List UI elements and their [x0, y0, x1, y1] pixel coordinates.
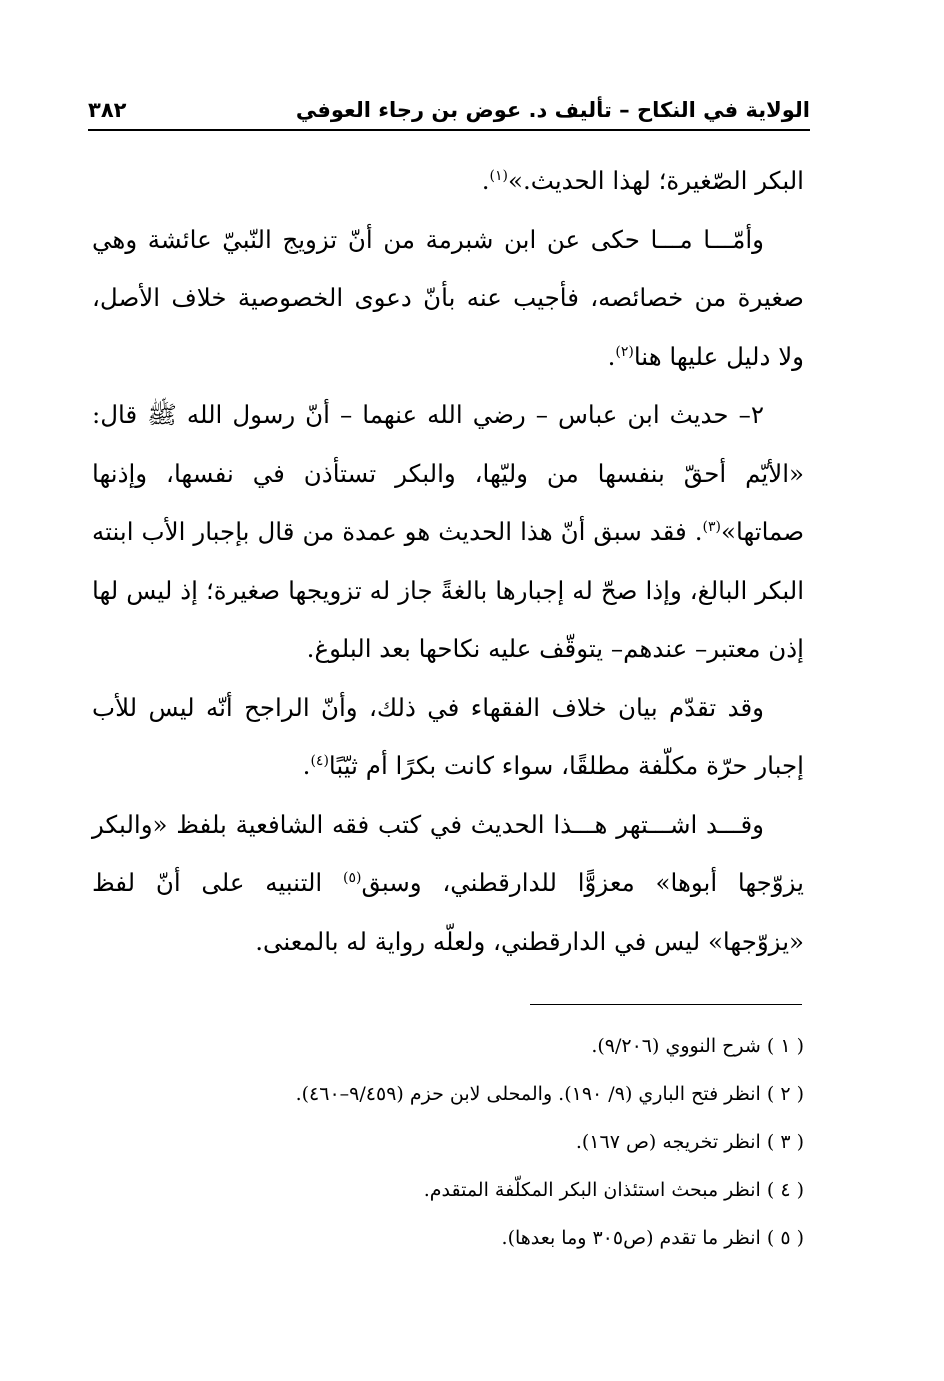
- footnote-4: ( ٤ ) انظر مبحث استئذان البكر المكلّفة المتقدم.: [423, 1179, 804, 1201]
- paragraph-text: وقـــد اشـــتهر هـــذا الحديث في كتب فقه الشافعية بلفظ «والبكر يزوّجها أبوها» معزوًّا للدارقطني، وسبق: [92, 809, 804, 897]
- paragraph-text: ٢– حديث ابن عباس – رضي الله عنهما – أنّ رسول الله ﷺ قال: «الأيّم أحقّ بنفسها من وليّها، والبكر تستأذن في نفسها، وإذنها صماتها»: [92, 400, 804, 546]
- footnote-ref-1: (١): [489, 167, 509, 184]
- footnote-5: ( ٥ ) انظر ما تقدم (ص٣٠٥ وما بعدها).: [501, 1227, 804, 1249]
- paragraph-5: [92, 796, 804, 972]
- paragraph-text: البكر الصّغيرة؛ لهذا الحديث.»: [508, 166, 804, 195]
- footnote-3: ( ٣ ) انظر تخريجه (ص ١٦٧).: [575, 1131, 804, 1153]
- main-text: [92, 152, 804, 971]
- running-header: [88, 92, 810, 128]
- book-title: الولاية في النكاح – تأليف د. عوض بن رجاء العوفي: [295, 98, 810, 122]
- paragraph-1: [92, 152, 804, 211]
- paragraph-end: .: [607, 341, 616, 371]
- page-number: ٣٨٢: [88, 98, 127, 122]
- footnote-ref-5: (٥): [342, 869, 362, 886]
- paragraph-end: . فقد سبق أنّ هذا الحديث هو عمدة من قال بإجبار الأب ابنته البكر البالغ، وإذا صحّ له إجبارها بالغةً جاز له تزويجها صغيرة؛ إذ ليس لها إذن معتبر– عندهم– يتوقّف عليه نكاحها بعد البلوغ.: [92, 517, 804, 663]
- footnote-ref-2: (٢): [615, 343, 634, 360]
- paragraph-4: [92, 679, 804, 796]
- paragraph-text: وأمّـــا مـــا حكى عن ابن شبرمة من أنّ تزويج النّبيّ عائشة وهي صغيرة من خصائصه، فأجيب عنه بأنّ دعوى الخصوصية خلاف الأصل، ولا دليل عليها هنا: [92, 224, 804, 371]
- paragraph-2: [92, 211, 804, 387]
- footnote-ref-4: (٤): [310, 752, 329, 769]
- footnotes: [124, 1022, 804, 1262]
- footnote-2: ( ٢ ) انظر فتح الباري (٩/ ١٩٠). والمحلى لابن حزم (٩/٤٥٩–٤٦٠).: [295, 1083, 804, 1105]
- paragraph-3: [92, 386, 804, 679]
- paragraph-text: وقد تقدّم بيان خلاف الفقهاء في ذلك، وأنّ الراجح أنّه ليس للأب إجبار حرّة مكلّفة مطلقًا، سواء كانت بكرًا أم ثيّبًا: [92, 692, 804, 780]
- footnote-1: ( ١ ) شرح النووي (٩/٢٠٦).: [591, 1035, 804, 1057]
- footnote-divider: [530, 1004, 802, 1005]
- footnote-ref-3: (٣): [702, 518, 721, 535]
- header-divider: [88, 129, 810, 131]
- paragraph-end: التنبيه على أنّ لفظ «يزوّجها» ليس في الدارقطني، ولعلّه رواية له بالمعنى.: [92, 868, 804, 956]
- paragraph-end: .: [302, 751, 311, 780]
- paragraph-end: .: [481, 166, 490, 195]
